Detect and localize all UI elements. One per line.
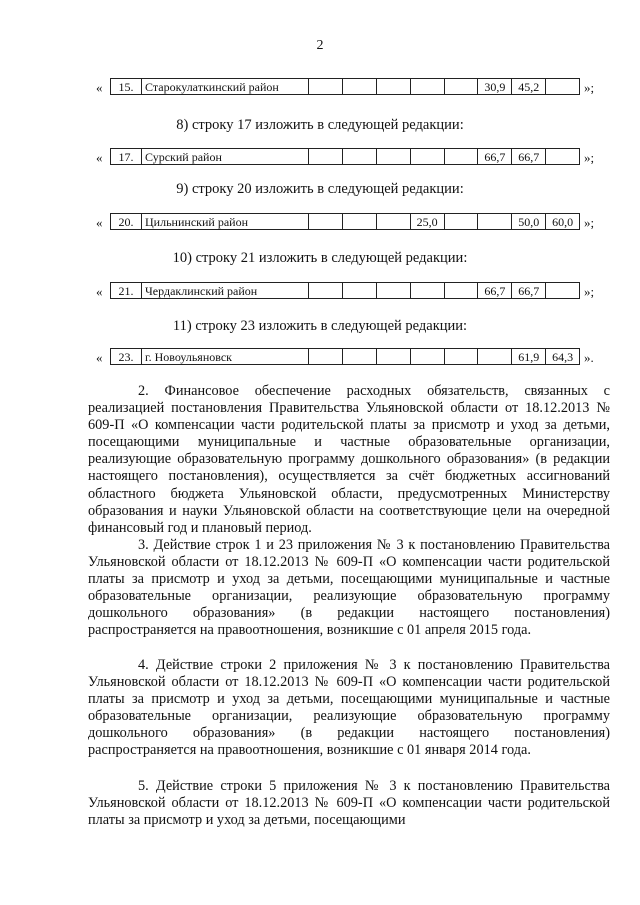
- quote-open: «: [96, 150, 103, 165]
- page-number: 2: [316, 38, 324, 53]
- value-cell: [444, 283, 478, 299]
- instruction-line: 9) строку 20 изложить в следующей редакции:: [176, 181, 464, 197]
- district-name: Цильнинский район: [142, 214, 309, 230]
- value-cell: [410, 79, 444, 95]
- paragraph-3: 3. Действие строк 1 и 23 приложения № 3 к постановлению Правительства Ульяновской области от 18.12.2013 № 609-П «О компенсации части родительской платы за присмотр и уход за детьми, посещающими муниципальные и частные образовательные организации, реализующие образовательную программу дошкольного образования» (в редакции настоящего постановления) распространяется на правоотношения, возникшие с 01 апреля 2015 года.: [88, 537, 610, 639]
- value-cell: [376, 149, 410, 165]
- value-cell: 60,0: [546, 214, 580, 230]
- value-cell: [309, 79, 343, 95]
- value-cell: [546, 79, 580, 95]
- value-cell: 61,9: [512, 349, 546, 365]
- row-number: 21.: [111, 283, 142, 299]
- value-cell: 66,7: [478, 283, 512, 299]
- value-cell: [410, 283, 444, 299]
- amended-row-21: [96, 282, 616, 302]
- value-cell: 66,7: [512, 283, 546, 299]
- value-cell: 50,0: [512, 214, 546, 230]
- value-cell: [342, 283, 376, 299]
- district-name: Старокулаткинский район: [142, 79, 309, 95]
- quote-open: «: [96, 80, 103, 95]
- paragraph-2: 2. Финансовое обеспечение расходных обязательств, связанных с реализацией постановления Правительства Ульяновской области от 18.12.2013 № 609-П «О компенсации части родительской платы за присмотр и уход за детьми, посещающими муниципальные и частные образовательные организации, реализующие образовательную программу дошкольного образования» (в редакции настоящего постановления), осуществляется за счёт бюджетных ассигнований областного бюджета Ульяновской области, предусмотренных Министерству образования и науки Ульяновской области на соответствующие цели на очередной финансовый год и плановый период.: [88, 383, 610, 536]
- value-cell: [546, 149, 580, 165]
- quote-close: »;: [584, 284, 595, 299]
- quote-open: «: [96, 215, 103, 230]
- district-name: Сурский район: [142, 149, 309, 165]
- amended-row-15: [96, 78, 616, 98]
- value-cell: [309, 149, 343, 165]
- value-cell: 66,7: [478, 149, 512, 165]
- quote-close: »;: [584, 150, 595, 165]
- quote-close: »;: [584, 80, 595, 95]
- amended-row-table: [110, 282, 580, 299]
- value-cell: 64,3: [546, 349, 580, 365]
- value-cell: [444, 79, 478, 95]
- value-cell: [309, 283, 343, 299]
- value-cell: [376, 283, 410, 299]
- value-cell: [342, 149, 376, 165]
- amended-row-table: [110, 148, 580, 165]
- value-cell: [410, 349, 444, 365]
- instruction-line: 11) строку 23 изложить в следующей редакции:: [172, 318, 468, 334]
- value-cell: [444, 214, 478, 230]
- instruction-line: 8) строку 17 изложить в следующей редакции:: [176, 117, 464, 133]
- instruction-line: 10) строку 21 изложить в следующей редакции:: [172, 250, 468, 266]
- value-cell: [478, 214, 512, 230]
- value-cell: [376, 214, 410, 230]
- row-number: 15.: [111, 79, 142, 95]
- row-number: 17.: [111, 149, 142, 165]
- amended-row-20: [96, 213, 616, 233]
- value-cell: [444, 149, 478, 165]
- value-cell: [342, 214, 376, 230]
- quote-close: ».: [584, 350, 594, 365]
- value-cell: [546, 283, 580, 299]
- value-cell: 66,7: [512, 149, 546, 165]
- amended-row-23: [96, 348, 616, 368]
- value-cell: [309, 349, 343, 365]
- quote-close: »;: [584, 215, 595, 230]
- value-cell: [342, 79, 376, 95]
- value-cell: 25,0: [410, 214, 444, 230]
- value-cell: [444, 349, 478, 365]
- quote-open: «: [96, 350, 103, 365]
- value-cell: [410, 149, 444, 165]
- value-cell: [376, 79, 410, 95]
- value-cell: [342, 349, 376, 365]
- district-name: г. Новоульяновск: [142, 349, 309, 365]
- value-cell: 45,2: [512, 79, 546, 95]
- amended-row-table: [110, 78, 580, 95]
- district-name: Чердаклинский район: [142, 283, 309, 299]
- row-number: 20.: [111, 214, 142, 230]
- value-cell: [309, 214, 343, 230]
- amended-row-table: [110, 348, 580, 365]
- paragraph-5: 5. Действие строки 5 приложения № 3 к постановлению Правительства Ульяновской области от 18.12.2013 № 609-П «О компенсации части родительской платы за присмотр и уход за детьми, посещающими: [88, 778, 610, 829]
- quote-open: «: [96, 284, 103, 299]
- amended-row-table: [110, 213, 580, 230]
- paragraph-4: 4. Действие строки 2 приложения № 3 к постановлению Правительства Ульяновской области от 18.12.2013 № 609-П «О компенсации части родительской платы за присмотр и уход за детьми, посещающими муниципальные и частные образовательные организации, реализующие образовательную программу дошкольного образования» (в редакции настоящего постановления) распространяется на правоотношения, возникшие с 01 января 2014 года.: [88, 657, 610, 759]
- row-number: 23.: [111, 349, 142, 365]
- amended-row-17: [96, 148, 616, 168]
- value-cell: 30,9: [478, 79, 512, 95]
- value-cell: [478, 349, 512, 365]
- value-cell: [376, 349, 410, 365]
